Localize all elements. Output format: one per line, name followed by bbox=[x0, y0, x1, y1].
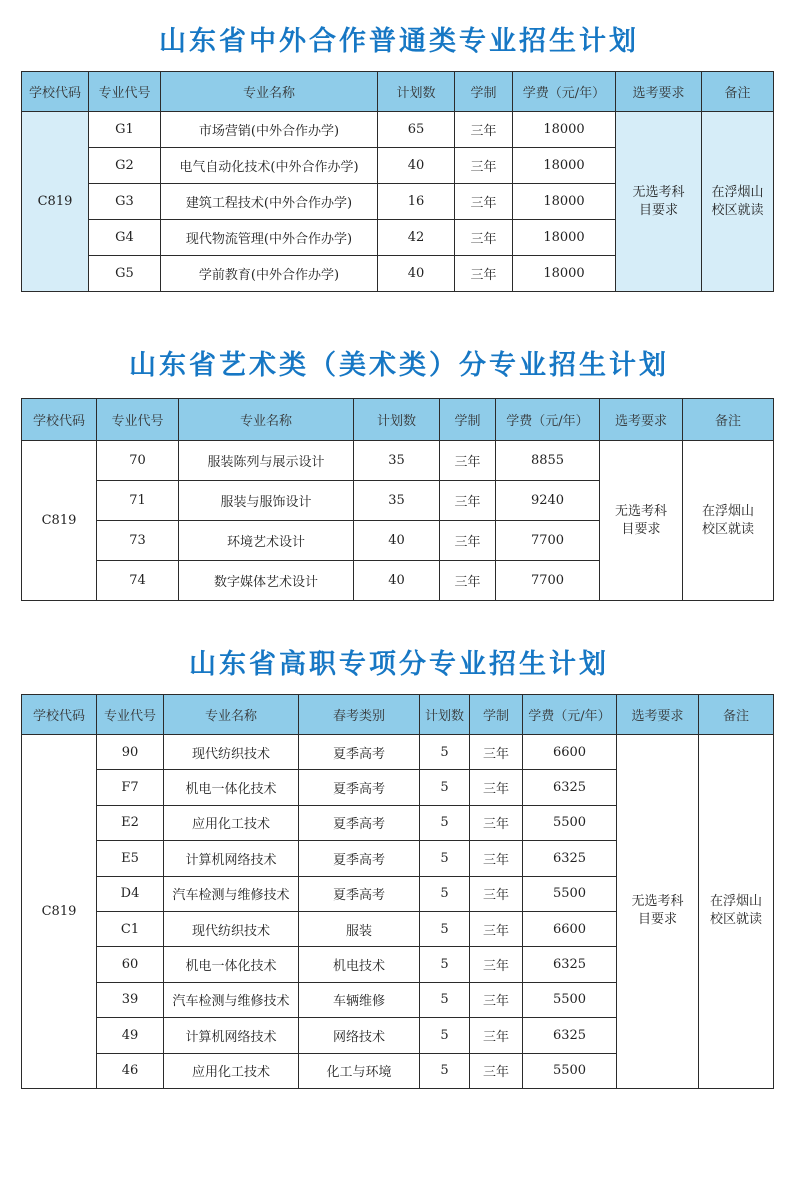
school-code-cell: C819 bbox=[22, 112, 89, 292]
duration-cell: 三年 bbox=[440, 481, 496, 521]
duration-cell: 三年 bbox=[470, 841, 523, 876]
table-header-row bbox=[22, 695, 774, 735]
plan-count-cell: 35 bbox=[354, 441, 440, 481]
tuition-cell: 6600 bbox=[523, 735, 617, 770]
section-title-vocational: 山东省高职专项分专业招生计划 bbox=[189, 649, 609, 680]
note-cell: 在浮烟山校区就读 bbox=[699, 735, 774, 1089]
duration-cell: 三年 bbox=[440, 441, 496, 481]
exam-category-cell: 网络技术 bbox=[299, 1018, 420, 1053]
major-name-cell: 数字媒体艺术设计 bbox=[179, 561, 354, 601]
header-cell: 学校代码 bbox=[22, 695, 97, 735]
header-cell: 学制 bbox=[455, 72, 513, 112]
major-code-cell: 70 bbox=[97, 441, 179, 481]
duration-cell: 三年 bbox=[470, 735, 523, 770]
header-cell: 选考要求 bbox=[617, 695, 699, 735]
plan-count-cell: 40 bbox=[354, 521, 440, 561]
major-name-cell: 市场营销(中外合作办学) bbox=[161, 112, 378, 148]
major-name-cell: 应用化工技术 bbox=[164, 805, 299, 840]
major-code-cell: 39 bbox=[97, 982, 164, 1017]
header-cell: 备注 bbox=[702, 72, 774, 112]
header-cell: 专业名称 bbox=[164, 695, 299, 735]
table-row bbox=[22, 112, 774, 148]
major-name-cell: 服装陈列与展示设计 bbox=[179, 441, 354, 481]
header-cell: 春考类别 bbox=[299, 695, 420, 735]
plan-count-cell: 5 bbox=[420, 876, 470, 911]
plan-count-cell: 5 bbox=[420, 770, 470, 805]
header-cell: 学制 bbox=[470, 695, 523, 735]
major-name-cell: 环境艺术设计 bbox=[179, 521, 354, 561]
major-code-cell: F7 bbox=[97, 770, 164, 805]
major-name-cell: 应用化工技术 bbox=[164, 1053, 299, 1088]
note-cell: 在浮烟山校区就读 bbox=[702, 112, 774, 292]
major-code-cell: E2 bbox=[97, 805, 164, 840]
school-code-cell: C819 bbox=[22, 735, 97, 1089]
duration-cell: 三年 bbox=[470, 770, 523, 805]
section-title-cooperation: 山东省中外合作普通类专业招生计划 bbox=[159, 26, 639, 57]
table-header-row bbox=[22, 399, 774, 441]
header-cell: 备注 bbox=[683, 399, 774, 441]
tuition-cell: 18000 bbox=[513, 220, 616, 256]
duration-cell: 三年 bbox=[470, 911, 523, 946]
exam-category-cell: 夏季高考 bbox=[299, 841, 420, 876]
exam-category-cell: 夏季高考 bbox=[299, 735, 420, 770]
tuition-cell: 6325 bbox=[523, 770, 617, 805]
art-plan-table bbox=[21, 398, 774, 601]
tuition-cell: 8855 bbox=[496, 441, 600, 481]
tuition-cell: 6600 bbox=[523, 911, 617, 946]
plan-count-cell: 5 bbox=[420, 1053, 470, 1088]
major-name-cell: 计算机网络技术 bbox=[164, 1018, 299, 1053]
plan-count-cell: 5 bbox=[420, 735, 470, 770]
table-header-row bbox=[22, 72, 774, 112]
major-code-cell: G2 bbox=[89, 148, 161, 184]
plan-count-cell: 16 bbox=[378, 184, 455, 220]
major-code-cell: D4 bbox=[97, 876, 164, 911]
tuition-cell: 5500 bbox=[523, 876, 617, 911]
major-name-cell: 机电一体化技术 bbox=[164, 770, 299, 805]
exam-category-cell: 机电技术 bbox=[299, 947, 420, 982]
table-row bbox=[22, 735, 774, 770]
header-cell: 专业代号 bbox=[97, 399, 179, 441]
major-name-cell: 汽车检测与维修技术 bbox=[164, 982, 299, 1017]
plan-count-cell: 5 bbox=[420, 841, 470, 876]
duration-cell: 三年 bbox=[455, 148, 513, 184]
major-code-cell: G5 bbox=[89, 256, 161, 292]
requirement-cell: 无选考科目要求 bbox=[617, 735, 699, 1089]
header-cell: 学制 bbox=[440, 399, 496, 441]
major-name-cell: 服装与服饰设计 bbox=[179, 481, 354, 521]
header-cell: 学校代码 bbox=[22, 399, 97, 441]
header-cell: 学费（元/年） bbox=[513, 72, 616, 112]
major-code-cell: E5 bbox=[97, 841, 164, 876]
major-code-cell: 49 bbox=[97, 1018, 164, 1053]
tuition-cell: 9240 bbox=[496, 481, 600, 521]
major-code-cell: C1 bbox=[97, 911, 164, 946]
major-code-cell: G1 bbox=[89, 112, 161, 148]
plan-count-cell: 5 bbox=[420, 947, 470, 982]
major-code-cell: G3 bbox=[89, 184, 161, 220]
duration-cell: 三年 bbox=[455, 184, 513, 220]
major-name-cell: 建筑工程技术(中外合作办学) bbox=[161, 184, 378, 220]
duration-cell: 三年 bbox=[455, 256, 513, 292]
duration-cell: 三年 bbox=[440, 521, 496, 561]
header-cell: 学校代码 bbox=[22, 72, 89, 112]
header-cell: 选考要求 bbox=[616, 72, 702, 112]
duration-cell: 三年 bbox=[470, 1018, 523, 1053]
tuition-cell: 18000 bbox=[513, 256, 616, 292]
major-name-cell: 电气自动化技术(中外合作办学) bbox=[161, 148, 378, 184]
major-code-cell: 90 bbox=[97, 735, 164, 770]
major-code-cell: 46 bbox=[97, 1053, 164, 1088]
section-title-art: 山东省艺术类（美术类）分专业招生计划 bbox=[129, 350, 669, 381]
exam-category-cell: 夏季高考 bbox=[299, 876, 420, 911]
plan-count-cell: 35 bbox=[354, 481, 440, 521]
plan-count-cell: 40 bbox=[354, 561, 440, 601]
note-cell: 在浮烟山校区就读 bbox=[683, 441, 774, 601]
plan-count-cell: 40 bbox=[378, 256, 455, 292]
tuition-cell: 7700 bbox=[496, 521, 600, 561]
major-code-cell: G4 bbox=[89, 220, 161, 256]
major-code-cell: 71 bbox=[97, 481, 179, 521]
duration-cell: 三年 bbox=[455, 112, 513, 148]
plan-count-cell: 40 bbox=[378, 148, 455, 184]
exam-category-cell: 化工与环境 bbox=[299, 1053, 420, 1088]
tuition-cell: 5500 bbox=[523, 982, 617, 1017]
major-name-cell: 汽车检测与维修技术 bbox=[164, 876, 299, 911]
duration-cell: 三年 bbox=[455, 220, 513, 256]
header-cell: 计划数 bbox=[354, 399, 440, 441]
exam-category-cell: 夏季高考 bbox=[299, 770, 420, 805]
exam-category-cell: 服装 bbox=[299, 911, 420, 946]
tuition-cell: 18000 bbox=[513, 112, 616, 148]
requirement-cell: 无选考科目要求 bbox=[616, 112, 702, 292]
header-cell: 专业代号 bbox=[97, 695, 164, 735]
tuition-cell: 18000 bbox=[513, 184, 616, 220]
major-code-cell: 74 bbox=[97, 561, 179, 601]
header-cell: 学费（元/年） bbox=[523, 695, 617, 735]
major-name-cell: 学前教育(中外合作办学) bbox=[161, 256, 378, 292]
duration-cell: 三年 bbox=[470, 876, 523, 911]
major-code-cell: 73 bbox=[97, 521, 179, 561]
header-cell: 专业名称 bbox=[161, 72, 378, 112]
header-cell: 专业代号 bbox=[89, 72, 161, 112]
tuition-cell: 5500 bbox=[523, 1053, 617, 1088]
header-cell: 专业名称 bbox=[179, 399, 354, 441]
tuition-cell: 7700 bbox=[496, 561, 600, 601]
plan-count-cell: 5 bbox=[420, 805, 470, 840]
cooperation-plan-table bbox=[21, 71, 774, 292]
major-name-cell: 现代物流管理(中外合作办学) bbox=[161, 220, 378, 256]
vocational-plan-table bbox=[21, 694, 774, 1089]
exam-category-cell: 车辆维修 bbox=[299, 982, 420, 1017]
plan-count-cell: 5 bbox=[420, 1018, 470, 1053]
table-row bbox=[22, 441, 774, 481]
major-name-cell: 现代纺织技术 bbox=[164, 735, 299, 770]
tuition-cell: 6325 bbox=[523, 841, 617, 876]
school-code-cell: C819 bbox=[22, 441, 97, 601]
plan-count-cell: 5 bbox=[420, 911, 470, 946]
major-code-cell: 60 bbox=[97, 947, 164, 982]
tuition-cell: 6325 bbox=[523, 1018, 617, 1053]
plan-count-cell: 5 bbox=[420, 982, 470, 1017]
plan-count-cell: 42 bbox=[378, 220, 455, 256]
tuition-cell: 6325 bbox=[523, 947, 617, 982]
plan-count-cell: 65 bbox=[378, 112, 455, 148]
header-cell: 选考要求 bbox=[600, 399, 683, 441]
major-name-cell: 现代纺织技术 bbox=[164, 911, 299, 946]
requirement-cell: 无选考科目要求 bbox=[600, 441, 683, 601]
header-cell: 计划数 bbox=[378, 72, 455, 112]
duration-cell: 三年 bbox=[470, 1053, 523, 1088]
tuition-cell: 18000 bbox=[513, 148, 616, 184]
duration-cell: 三年 bbox=[470, 805, 523, 840]
duration-cell: 三年 bbox=[470, 982, 523, 1017]
major-name-cell: 机电一体化技术 bbox=[164, 947, 299, 982]
duration-cell: 三年 bbox=[440, 561, 496, 601]
header-cell: 备注 bbox=[699, 695, 774, 735]
header-cell: 计划数 bbox=[420, 695, 470, 735]
major-name-cell: 计算机网络技术 bbox=[164, 841, 299, 876]
exam-category-cell: 夏季高考 bbox=[299, 805, 420, 840]
duration-cell: 三年 bbox=[470, 947, 523, 982]
header-cell: 学费（元/年） bbox=[496, 399, 600, 441]
tuition-cell: 5500 bbox=[523, 805, 617, 840]
